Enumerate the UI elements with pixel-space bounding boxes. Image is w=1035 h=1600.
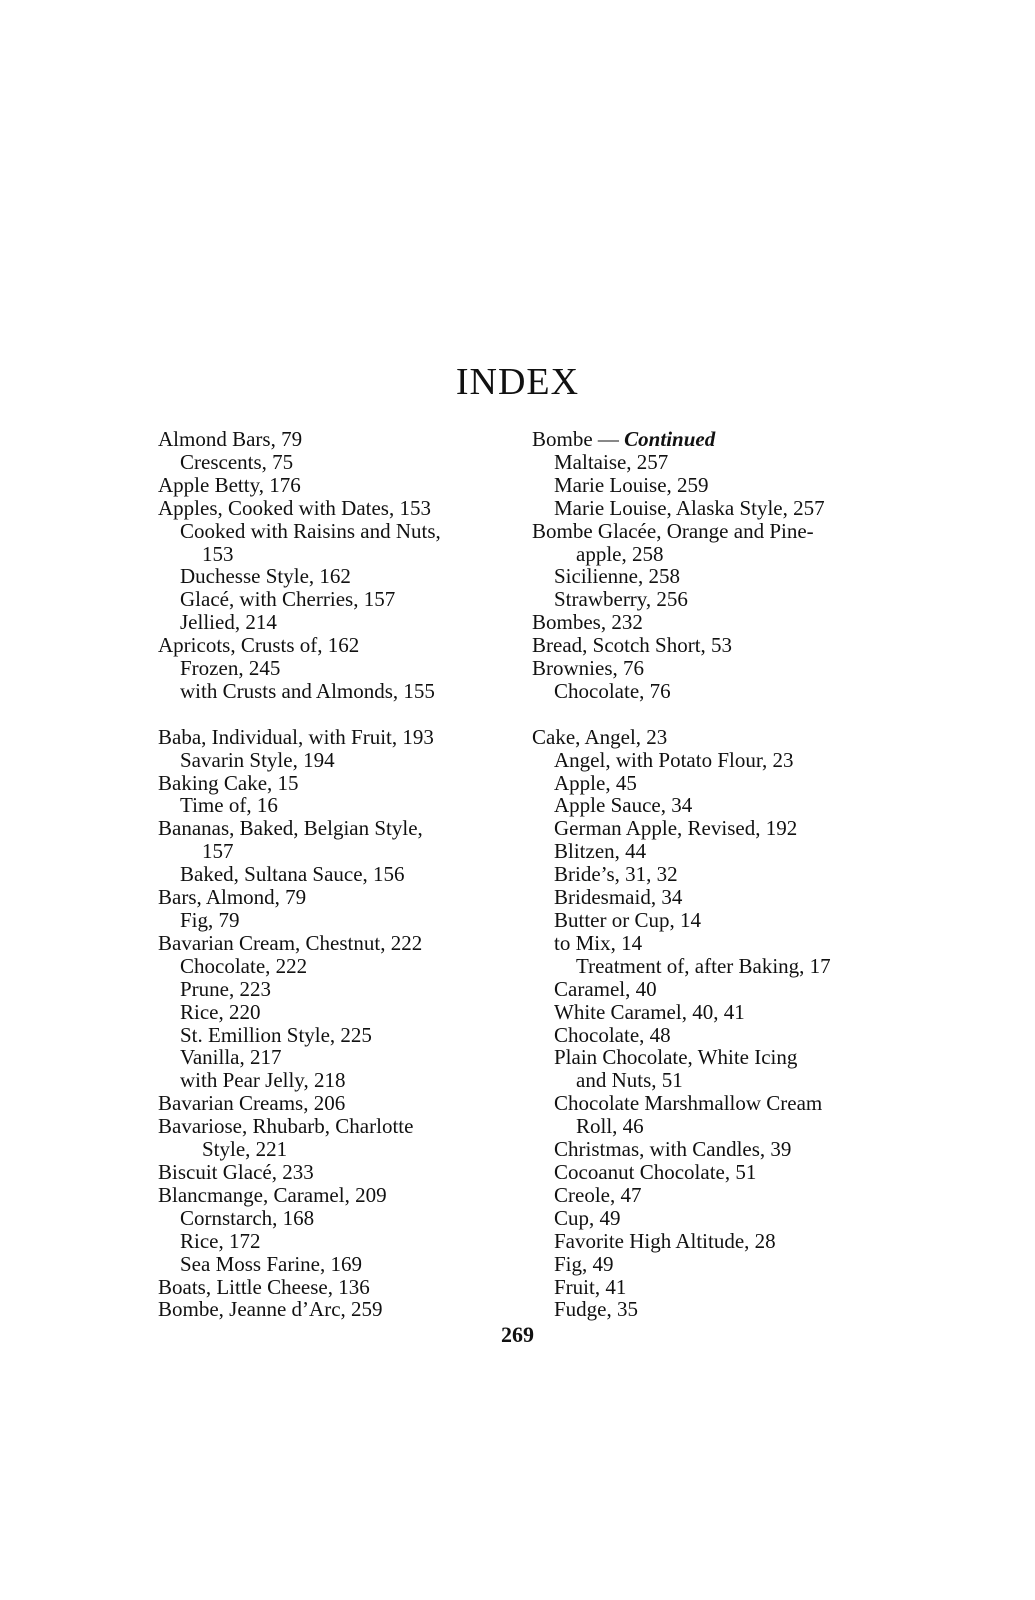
index-entry-text: Bars, Almond, 79	[158, 885, 307, 910]
index-entry	[158, 565, 503, 588]
index-entry	[158, 1138, 503, 1161]
index-entry-text: Christmas, with Candles, 39	[554, 1137, 792, 1162]
index-entry-text: Plain Chocolate, White Icing	[554, 1045, 798, 1070]
index-entry	[158, 886, 503, 909]
index-entry	[532, 497, 877, 520]
index-entry	[532, 1161, 877, 1184]
index-entry-text: German Apple, Revised, 192	[554, 816, 798, 841]
index-entry-text: Bananas, Baked, Belgian Style,	[158, 816, 423, 841]
index-entry-text: Rice, 172	[180, 1228, 261, 1253]
index-entry-text: Marie Louise, Alaska Style, 257	[554, 495, 825, 520]
index-entry-text: Strawberry, 256	[554, 587, 688, 612]
index-entry	[158, 657, 503, 680]
index-entry-text: Bombe —	[532, 427, 625, 451]
index-entry	[158, 1069, 503, 1092]
index-entry-text: Almond Bars, 79	[158, 427, 303, 451]
index-entry-text: Chocolate, 222	[180, 953, 308, 978]
index-entry-text: Rice, 220	[180, 999, 261, 1024]
index-entry-text: Caramel, 40	[554, 976, 657, 1001]
index-entry-text: Baked, Sultana Sauce, 156	[180, 862, 405, 887]
index-entry	[532, 657, 877, 680]
index-entry	[158, 772, 503, 795]
index-entry	[158, 1276, 503, 1299]
section-gap	[532, 703, 877, 726]
index-entry-text: Bombes, 232	[532, 610, 643, 635]
index-entry	[532, 1046, 877, 1069]
index-entry-text: Cup, 49	[554, 1205, 621, 1230]
index-entry-text: Fig, 79	[180, 908, 240, 933]
index-entry	[158, 1253, 503, 1276]
index-entry	[532, 772, 877, 795]
index-entry	[158, 1207, 503, 1230]
index-entry	[532, 863, 877, 886]
index-entry-text: Jellied, 214	[180, 610, 277, 635]
index-entry-text: Cake, Angel, 23	[532, 724, 668, 749]
index-entry	[158, 726, 503, 749]
index-entry-text: to Mix, 14	[554, 930, 643, 955]
index-entry	[158, 1001, 503, 1024]
index-entry-text: Treatment of, after Baking, 17	[576, 953, 831, 978]
index-entry-text: Cooked with Raisins and Nuts,	[180, 518, 441, 543]
index-entry	[158, 428, 503, 451]
index-entry-text: Bridesmaid, 34	[554, 885, 683, 910]
index-entry	[532, 474, 877, 497]
index-entry	[532, 794, 877, 817]
index-entry	[532, 428, 877, 451]
index-entry-text: Bombe Glacée, Orange and Pine-	[532, 518, 814, 543]
index-entry	[532, 588, 877, 611]
index-entry-text: Bombe, Jeanne d’Arc, 259	[158, 1297, 383, 1322]
index-entry	[532, 955, 877, 978]
continued-label: Continued	[624, 427, 716, 451]
index-entry-text: Frozen, 245	[180, 656, 281, 681]
index-entry	[158, 680, 503, 703]
index-entry-text: Biscuit Glacé, 233	[158, 1159, 314, 1184]
index-entry	[158, 817, 503, 840]
index-entry-text: Apricots, Crusts of, 162	[158, 633, 360, 658]
index-entry	[532, 840, 877, 863]
index-entry	[158, 955, 503, 978]
index-entry-text: Bavarian Creams, 206	[158, 1091, 346, 1116]
page-number: 269	[501, 1322, 534, 1347]
index-entry	[158, 1298, 503, 1321]
index-entry	[158, 474, 503, 497]
section-gap	[158, 703, 503, 726]
index-entry-text: White Caramel, 40, 41	[554, 999, 745, 1024]
index-entry	[532, 886, 877, 909]
index-entry-text: Time of, 16	[180, 793, 278, 818]
index-entry-text: Duchesse Style, 162	[180, 564, 351, 589]
index-entry-text: Chocolate, 48	[554, 1022, 671, 1047]
index-entry-text: Roll, 46	[576, 1114, 644, 1139]
index-entry	[158, 932, 503, 955]
index-entry	[532, 565, 877, 588]
index-entry-text: St. Emillion Style, 225	[180, 1022, 372, 1047]
index-entry-text: Apples, Cooked with Dates, 153	[158, 495, 431, 520]
index-entry-text: Sicilienne, 258	[554, 564, 680, 589]
index-entry-text: Marie Louise, 259	[554, 472, 709, 497]
index-entry	[158, 611, 503, 634]
index-entry	[532, 1253, 877, 1276]
index-entry-text: Favorite High Altitude, 28	[554, 1228, 776, 1253]
index-entry-text: Fruit, 41	[554, 1274, 627, 1299]
index-entry	[532, 520, 877, 543]
index-entry-text: Crescents, 75	[180, 449, 294, 474]
index-entry-text: Creole, 47	[554, 1182, 642, 1207]
index-entry	[532, 1138, 877, 1161]
index-entry	[532, 634, 877, 657]
index-entry-text: Cornstarch, 168	[180, 1205, 315, 1230]
index-entry	[158, 1115, 503, 1138]
index-entry-text: Vanilla, 217	[180, 1045, 282, 1070]
index-entry-text: Bavariose, Rhubarb, Charlotte	[158, 1114, 414, 1139]
index-entry-text: Style, 221	[202, 1137, 288, 1162]
index-entry-text: Glacé, with Cherries, 157	[180, 587, 396, 612]
index-entry	[532, 1069, 877, 1092]
index-entry-text: Brownies, 76	[532, 656, 644, 681]
index-entry	[158, 909, 503, 932]
index-entry	[532, 1115, 877, 1138]
index-entry	[158, 543, 503, 566]
index-entry	[158, 520, 503, 543]
index-entry-text: Prune, 223	[180, 976, 271, 1001]
index-column-left	[158, 428, 503, 1321]
index-entry-text: Bavarian Cream, Chestnut, 222	[158, 930, 423, 955]
index-entry	[158, 749, 503, 772]
index-entry	[532, 1024, 877, 1047]
index-entry-text: Chocolate, 76	[554, 678, 671, 703]
index-entry	[532, 978, 877, 1001]
index-entry-text: 157	[202, 839, 234, 864]
index-entry	[158, 451, 503, 474]
index-entry	[532, 817, 877, 840]
index-entry	[532, 1001, 877, 1024]
index-entry-text: Fudge, 35	[554, 1297, 638, 1322]
index-entry-text: Maltaise, 257	[554, 449, 669, 474]
index-entry	[532, 1298, 877, 1321]
index-entry-text: apple, 258	[576, 541, 664, 566]
index-entry	[158, 634, 503, 657]
index-entry-text: with Crusts and Almonds, 155	[180, 678, 435, 703]
index-entry	[532, 1184, 877, 1207]
index-entry	[158, 497, 503, 520]
index-entry-text: Blancmange, Caramel, 209	[158, 1182, 387, 1207]
index-entry	[158, 794, 503, 817]
index-entry-text: Bread, Scotch Short, 53	[532, 633, 733, 658]
index-entry	[158, 1024, 503, 1047]
index-entry	[532, 932, 877, 955]
index-entry	[158, 1161, 503, 1184]
index-entry-text: Baking Cake, 15	[158, 770, 299, 795]
index-column-right	[532, 428, 877, 1321]
index-entry-text: Baba, Individual, with Fruit, 193	[158, 724, 434, 749]
index-entry-text: Cocoanut Chocolate, 51	[554, 1159, 757, 1184]
index-entry	[532, 611, 877, 634]
index-entry-text: 153	[202, 541, 234, 566]
index-entry-text: Butter or Cup, 14	[554, 908, 701, 933]
index-entry	[532, 451, 877, 474]
index-entry-text: with Pear Jelly, 218	[180, 1068, 346, 1093]
index-entry-text: Sea Moss Farine, 169	[180, 1251, 362, 1276]
index-entry	[532, 1230, 877, 1253]
index-entry	[532, 1207, 877, 1230]
index-entry-text: Blitzen, 44	[554, 839, 647, 864]
index-entry-text: Boats, Little Cheese, 136	[158, 1274, 370, 1299]
index-entry	[158, 1046, 503, 1069]
index-entry-text: Apple Sauce, 34	[554, 793, 693, 818]
index-entry	[532, 1092, 877, 1115]
index-entry-text: Fig, 49	[554, 1251, 614, 1276]
index-entry	[158, 1230, 503, 1253]
index-entry	[158, 588, 503, 611]
index-entry-text: Chocolate Marshmallow Cream	[554, 1091, 823, 1116]
index-entry	[158, 863, 503, 886]
page-title: INDEX	[455, 361, 580, 403]
index-entry	[532, 726, 877, 749]
index-entry	[532, 1276, 877, 1299]
index-entry-text: and Nuts, 51	[576, 1068, 683, 1093]
index-entry	[158, 978, 503, 1001]
index-entry-text: Angel, with Potato Flour, 23	[554, 747, 794, 772]
index-entry	[532, 680, 877, 703]
index-entry-text: Apple Betty, 176	[158, 472, 301, 497]
index-entry	[532, 909, 877, 932]
index-entry-text: Bride’s, 31, 32	[554, 862, 678, 887]
index-entry	[158, 1184, 503, 1207]
index-entry	[158, 1092, 503, 1115]
index-entry-text: Apple, 45	[554, 770, 637, 795]
index-entry	[532, 749, 877, 772]
index-entry	[532, 543, 877, 566]
index-entry-text: Savarin Style, 194	[180, 747, 335, 772]
index-entry	[158, 840, 503, 863]
